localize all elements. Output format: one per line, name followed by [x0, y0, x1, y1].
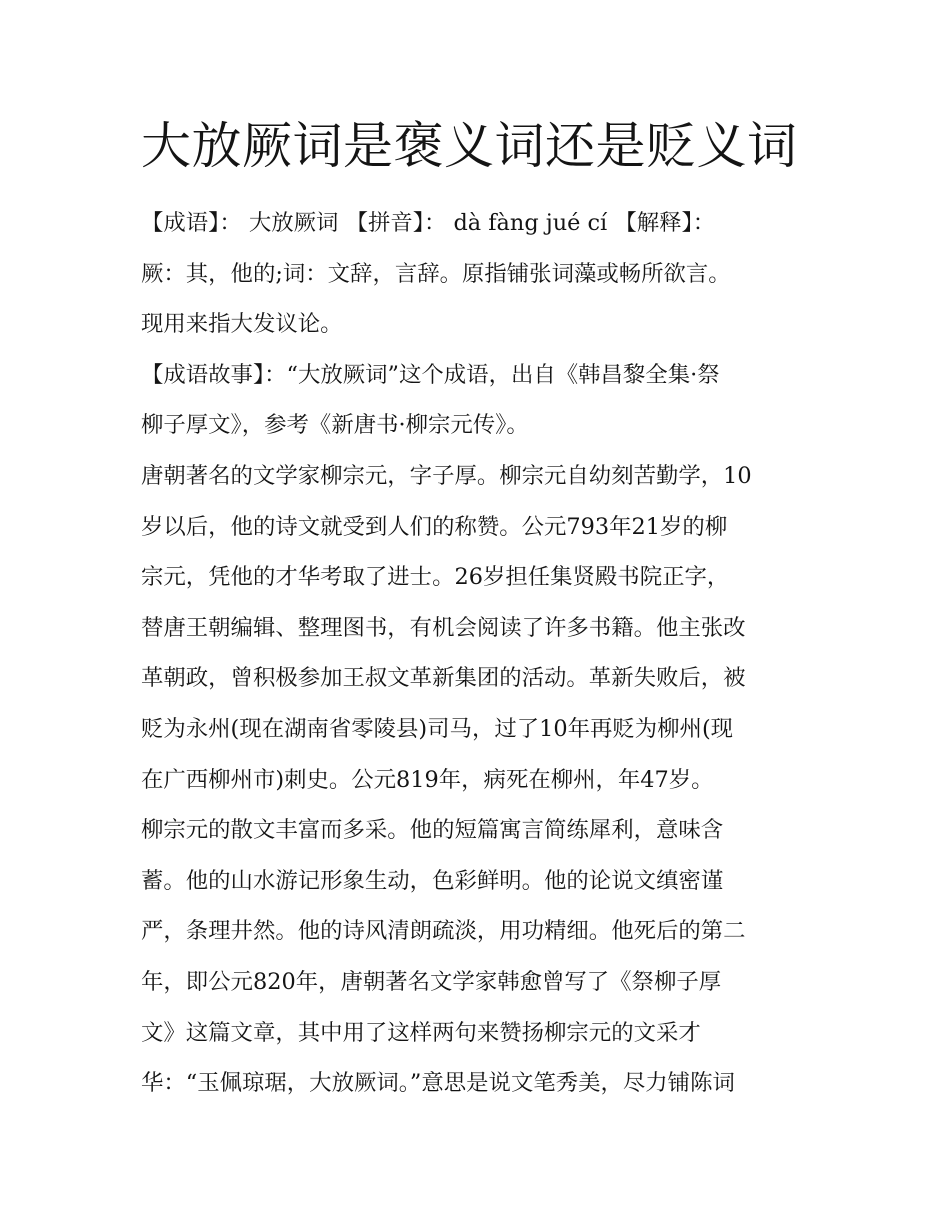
explanation-label: 【解释】： — [614, 210, 716, 236]
paragraph-line: 年，即公元820年，唐朝著名文学家韩愈曾写了《祭柳子厚 — [141, 968, 722, 995]
biography-paragraph — [141, 451, 813, 805]
explanation-line: 现用来指大发议论。 — [141, 311, 343, 338]
idiom-value: 大放厥词 — [248, 210, 339, 236]
story-label: 【成语故事】： — [141, 361, 287, 388]
pinyin-value: dà fàng jué cí — [453, 210, 608, 236]
paragraph-line: 华：“玉佩琼琚，大放厥词。”意思是说文笔秀美，尽力铺陈词 — [141, 1070, 735, 1097]
explanation-line: 厥：其，他的;词：文辞，言辞。原指铺张词藻或畅所欲言。 — [141, 260, 731, 287]
paragraph-line: 在广西柳州市)刺史。公元819年，病死在柳州，年47岁。 — [141, 766, 714, 793]
page-title: 大放厥词是褒义词还是贬义词 — [141, 117, 798, 175]
paragraph-line: 严，条理井然。他的诗风清朗疏淡，用功精细。他死后的第二 — [141, 918, 746, 945]
paragraph-line: 宗元，凭他的才华考取了进士。26岁担任集贤殿书院正字， — [141, 564, 730, 591]
intro-first-line — [141, 198, 813, 249]
pinyin-label: 【拼音】： — [345, 210, 447, 236]
paragraph-line: 蓄。他的山水游记形象生动，色彩鲜明。他的论说文缜密谨 — [141, 867, 724, 894]
paragraph-line: 柳宗元的散文丰富而多采。他的短篇寓言简练犀利，意味含 — [141, 817, 724, 844]
story-text: “大放厥词”这个成语，出自《韩昌黎全集·祭 — [286, 361, 720, 388]
paragraph-line: 岁以后，他的诗文就受到人们的称赞。公元793年21岁的柳 — [141, 513, 728, 540]
paragraph-line: 文》这篇文章，其中用了这样两句来赞扬柳宗元的文采才 — [141, 1019, 701, 1046]
paragraph-line: 替唐王朝编辑、整理图书，有机会阅读了许多书籍。他主张改 — [141, 614, 746, 641]
idiom-label: 【成语】： — [141, 210, 242, 236]
intro-paragraph — [141, 198, 813, 350]
story-line: 柳子厚文》，参考《新唐书·柳宗元传》。 — [141, 412, 529, 439]
prose-paragraph — [141, 805, 813, 1109]
document-body — [141, 198, 813, 1109]
story-paragraph — [141, 350, 813, 451]
paragraph-line: 唐朝著名的文学家柳宗元，字子厚。柳宗元自幼刻苦勤学，10 — [141, 462, 752, 489]
story-first-line — [141, 350, 813, 401]
paragraph-line: 贬为永州(现在湖南省零陵县)司马，过了10年再贬为柳州(现 — [141, 715, 734, 742]
paragraph-line: 革朝政，曾积极参加王叔文革新集团的活动。革新失败后，被 — [141, 665, 746, 692]
